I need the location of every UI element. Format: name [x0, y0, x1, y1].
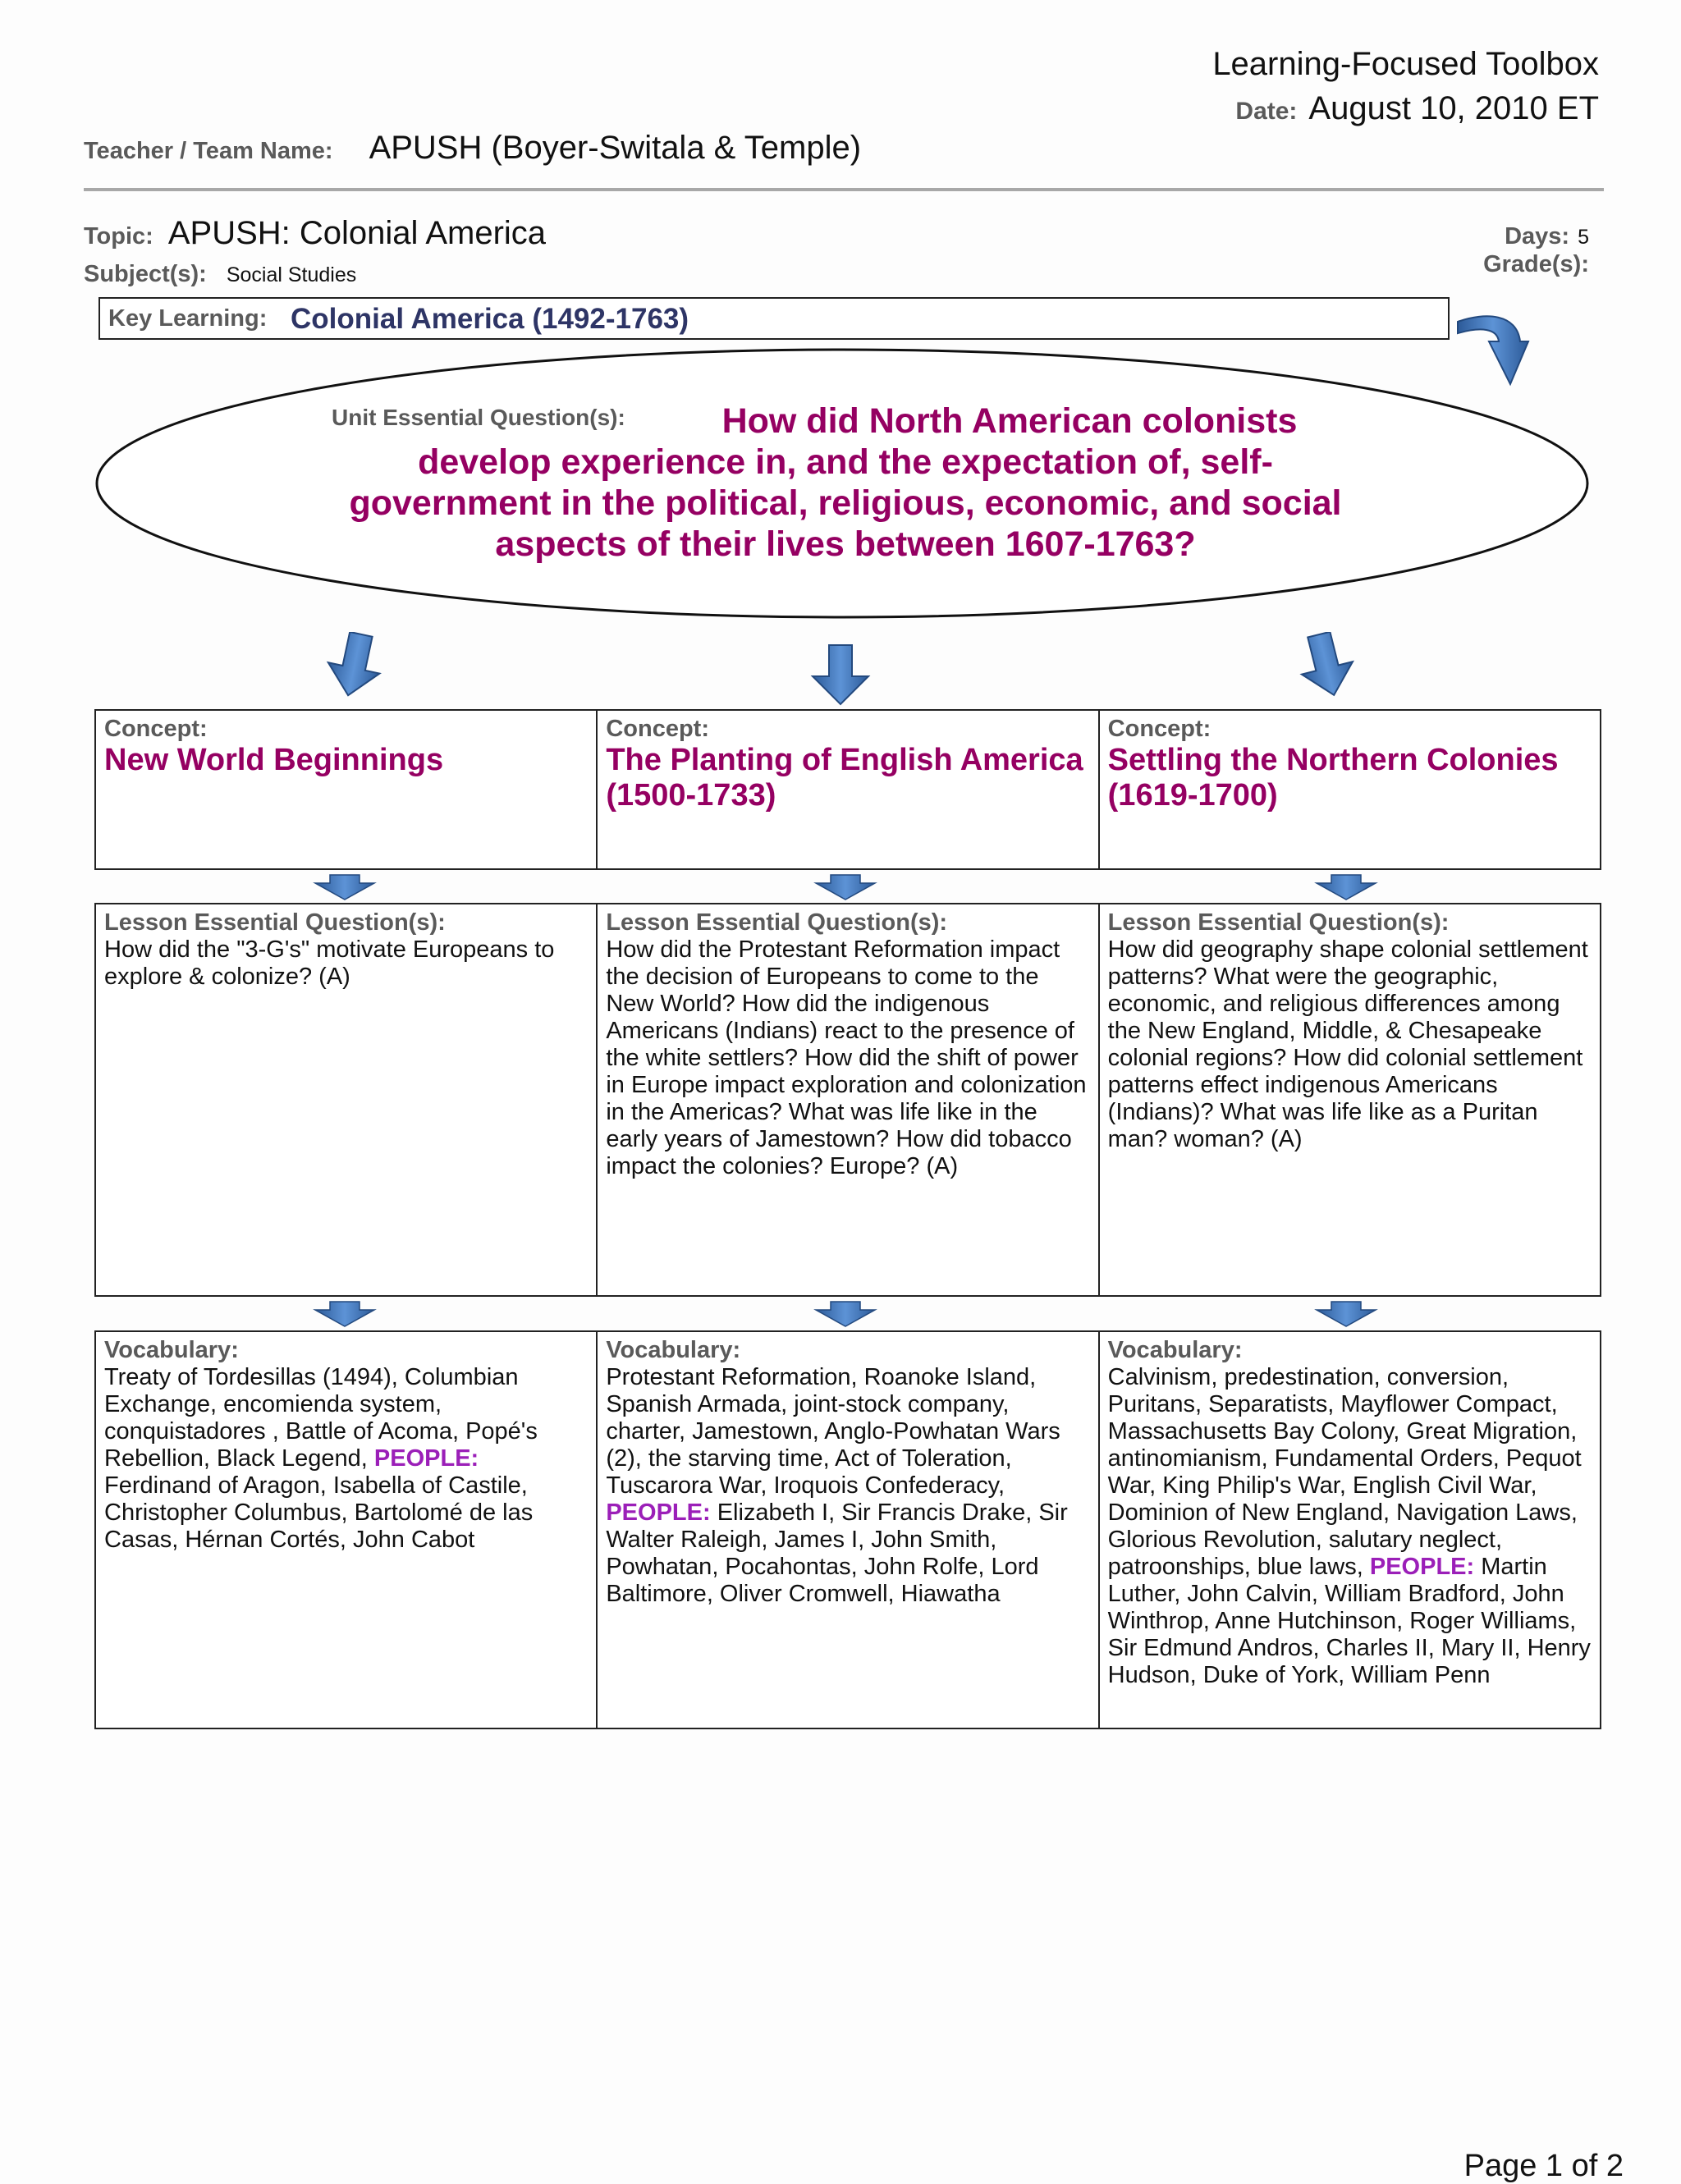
- vocabulary-label: Vocabulary:: [1107, 1337, 1243, 1363]
- lesson-text: How did geography shape colonial settlement patterns? What were the geographic, economic, and religious differences among the New England, Middle, & Chesapeake colonial regions? How did colonial settlement patterns effect indigenous Americans (Indians)? What was life like as a Puritan man? woman? (A): [1107, 936, 1588, 1152]
- down-arrow-icon: [1294, 632, 1359, 698]
- vocabulary-terms: Protestant Reformation, Roanoke Island, Spanish Armada, joint-stock company, charter, Jamestown, Anglo-Powhatan Wars (2), the starving time, Act of Toleration, Tuscarora War, Iroquois Confederacy,: [606, 1364, 1060, 1499]
- people-label: PEOPLE:: [606, 1499, 711, 1526]
- header-divider: [84, 188, 1604, 191]
- subject-label: Subject(s):: [84, 261, 207, 287]
- concept-label: Concept:: [1107, 716, 1212, 742]
- concept-row: [94, 709, 1601, 870]
- vocabulary-cell: [96, 1332, 598, 1728]
- lesson-row: [94, 903, 1601, 1297]
- lesson-text: How did the "3-G's" motivate Europeans to explore & colonize? (A): [104, 936, 555, 990]
- topic-row: [84, 215, 546, 252]
- days-row: [1505, 223, 1589, 250]
- vocabulary-cell: [598, 1332, 1099, 1728]
- lesson-cell: [1100, 904, 1600, 1295]
- lesson-label: Lesson Essential Question(s):: [104, 909, 446, 936]
- people-list: Elizabeth I, Sir Francis Drake, Sir Walter Raleigh, James I, John Smith, Powhatan, Pocahontas, John Rolfe, Lord Baltimore, Oliver Cromwell, Hiawatha: [606, 1499, 1068, 1607]
- vocabulary-label: Vocabulary:: [104, 1337, 239, 1363]
- vocabulary-cell: [1100, 1332, 1600, 1728]
- people-list: Martin Luther, John Calvin, William Bradford, John Winthrop, Anne Hutchinson, Roger Williams, Sir Edmund Andros, Charles II, Mary II, Henry Hudson, Duke of York, William Penn: [1107, 1554, 1591, 1688]
- concept-cell: [96, 711, 598, 868]
- key-learning-value: Colonial America (1492-1763): [291, 303, 689, 335]
- people-label: PEOPLE:: [1369, 1554, 1475, 1580]
- vocabulary-row: [94, 1330, 1601, 1729]
- down-arrow-icon: [312, 1300, 378, 1328]
- vocabulary-text: [606, 1364, 1089, 1608]
- lesson-label: Lesson Essential Question(s):: [606, 909, 948, 936]
- concept-title: New World Beginnings: [104, 743, 444, 777]
- lesson-text: How did the Protestant Reformation impact the decision of Europeans to come to the New World? How did the indigenous Americans (Indians) react to the presence of the white settlers? How did the shift of power in Europe impact exploration and colonization in the Americas? What was life like in the early years of Jamestown? How did tobacco impact the colonies? Europe? (A): [606, 936, 1087, 1179]
- people-label: PEOPLE:: [373, 1445, 479, 1472]
- days-label: Days:: [1505, 223, 1570, 250]
- page-number: Page 1 of 2: [1463, 2149, 1624, 2183]
- people-list: Ferdinand of Aragon, Isabella of Castile, Christopher Columbus, Bartolomé de las Casas, Hérnan Cortés, John Cabot: [104, 1472, 534, 1553]
- concept-cell: [598, 711, 1099, 868]
- grades-label: Grade(s):: [1483, 251, 1589, 277]
- vocabulary-text: [104, 1364, 588, 1554]
- subject-value: Social Studies: [226, 263, 357, 286]
- date-value: August 10, 2010 ET: [1308, 90, 1599, 126]
- concept-title: The Planting of English America (1500-1733): [606, 743, 1083, 813]
- vocabulary-text: [1108, 1364, 1592, 1689]
- down-arrow-icon: [1313, 873, 1379, 901]
- unit-question-text: How did North American colonists develop experience in, and the expectation of, self-government in the political, religious, economic, and social aspects of their lives between 1607-1763?: [349, 401, 1342, 564]
- down-arrow-icon: [813, 873, 878, 901]
- team-label: Teacher / Team Name:: [84, 138, 333, 164]
- vocabulary-label: Vocabulary:: [606, 1337, 741, 1363]
- down-arrow-icon: [813, 1300, 878, 1328]
- vocabulary-terms: Treaty of Tordesillas (1494), Columbian Exchange, encomienda system, conquistadores , Battle of Acoma, Popé's Rebellion, Black Legend,: [104, 1364, 538, 1472]
- concept-cell: [1100, 711, 1600, 868]
- down-arrow-icon: [808, 643, 873, 709]
- key-learning-label: Key Learning:: [108, 305, 268, 332]
- date-row: [1235, 90, 1599, 127]
- lesson-label: Lesson Essential Question(s):: [1107, 909, 1450, 936]
- concept-label: Concept:: [606, 716, 709, 742]
- down-arrow-icon: [312, 873, 378, 901]
- down-arrow-icon: [1313, 1300, 1379, 1328]
- lesson-cell: [598, 904, 1099, 1295]
- down-arrow-icon: [322, 632, 387, 698]
- unit-question-label: Unit Essential Question(s):: [332, 405, 625, 430]
- topic-label: Topic:: [84, 223, 153, 250]
- key-learning-box: [98, 297, 1450, 340]
- lesson-cell: [96, 904, 598, 1295]
- concept-title: Settling the Northern Colonies (1619-1700): [1107, 743, 1559, 813]
- days-value: 5: [1578, 226, 1589, 249]
- vocabulary-terms: Calvinism, predestination, conversion, Puritans, Separatists, Mayflower Compact, Massachusetts Bay Colony, Great Migration, antinomianism, Fundamental Orders, Pequot War, King Philip's War, English Civil War, Dominion of New England, Navigation Laws, Glorious Revolution, salutary neglect, patroonships, blue laws,: [1107, 1364, 1582, 1580]
- toolbox-title: Learning-Focused Toolbox: [1212, 46, 1599, 82]
- concept-label: Concept:: [104, 716, 208, 742]
- date-label: Date:: [1235, 98, 1298, 125]
- subject-row: [84, 261, 356, 288]
- topic-value: APUSH: Colonial America: [167, 215, 547, 251]
- team-value: APUSH (Boyer-Switala & Temple): [369, 130, 862, 166]
- team-row: [84, 130, 861, 167]
